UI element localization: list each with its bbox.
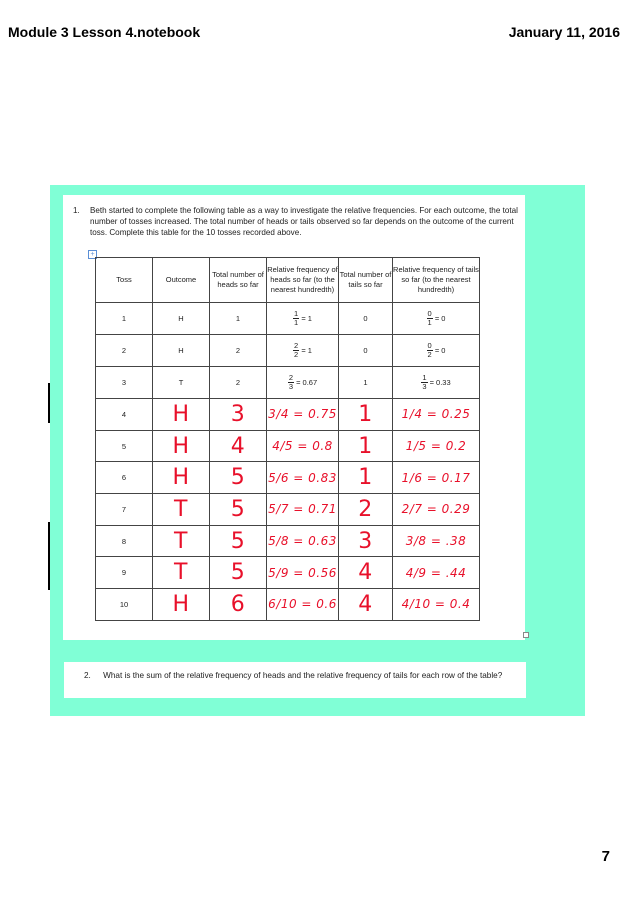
fraction-value: = 1 [301, 314, 312, 323]
table-row [96, 367, 480, 399]
cell-value: 4/10 = 0.4 [401, 597, 471, 612]
move-handle-icon[interactable]: + [88, 250, 97, 259]
table-cell [210, 430, 267, 462]
table-cell [393, 303, 480, 335]
table-cell [96, 367, 153, 399]
denominator: 2 [294, 350, 299, 359]
table-cell [153, 335, 210, 367]
table-cell [393, 557, 480, 589]
table-row [96, 557, 480, 589]
fraction-value: = 0.67 [296, 378, 318, 387]
table-cell [267, 589, 339, 621]
table-cell [96, 303, 153, 335]
header-cell: Relative frequency of heads so far (to the nearest hundredth) [267, 258, 339, 303]
header-cell: Total number of tails so far [339, 258, 393, 303]
table-cell [393, 399, 480, 431]
table-cell [339, 557, 393, 589]
table-cell [393, 335, 480, 367]
table-row [96, 525, 480, 557]
table-header-row [96, 258, 480, 303]
table-cell [153, 557, 210, 589]
cell-value: H [178, 314, 184, 323]
cell-value: 4 [230, 433, 246, 459]
cell-value: 6 [121, 473, 127, 483]
cell-value: 1 [363, 378, 368, 387]
cell-value: 1 [358, 401, 373, 427]
cell-value: H [172, 401, 190, 427]
table-cell [210, 494, 267, 526]
table-cell [339, 399, 393, 431]
cell-value: 4/9 = .44 [405, 565, 467, 580]
table-cell [339, 494, 393, 526]
table-row [96, 303, 480, 335]
cell-value: 9 [121, 568, 127, 578]
question1-sheet[interactable] [63, 195, 525, 640]
cell-value: T [174, 560, 188, 586]
cell-value: 3 [230, 401, 246, 427]
cell-value: 10 [119, 599, 129, 609]
table-row [96, 399, 480, 431]
table-cell [267, 303, 339, 335]
table-cell [339, 335, 393, 367]
cell-value: 7 [121, 504, 127, 514]
table-cell [153, 367, 210, 399]
table-cell [153, 430, 210, 462]
table-row [96, 589, 480, 621]
table-cell [153, 525, 210, 557]
fraction [421, 374, 427, 391]
table-cell [210, 399, 267, 431]
numerator: 0 [427, 309, 432, 318]
cell-value: 4 [358, 591, 373, 617]
notebook-title: Module 3 Lesson 4.notebook [8, 24, 201, 40]
cell-value: 4/5 = 0.8 [272, 439, 333, 454]
table-cell [96, 557, 153, 589]
cell-value: H [178, 346, 184, 355]
numerator: 2 [288, 373, 293, 382]
cell-value: 5 [230, 465, 246, 491]
cell-value: 2/7 = 0.29 [401, 502, 471, 517]
cell-value: 6/10 = 0.6 [268, 597, 337, 612]
table-row [96, 335, 480, 367]
table-cell [210, 303, 267, 335]
cell-value: 1 [358, 433, 373, 459]
table-cell [153, 462, 210, 494]
fraction [288, 374, 294, 391]
table-cell [339, 525, 393, 557]
cell-value: 5 [230, 560, 246, 586]
cell-value: 5/6 = 0.83 [268, 470, 337, 485]
cell-value: 1 [235, 314, 241, 323]
table-cell [96, 494, 153, 526]
fraction-value: = 0 [434, 346, 446, 355]
cell-value: 4 [121, 409, 127, 419]
fraction [293, 342, 299, 359]
cell-value: 4 [358, 560, 373, 586]
cell-value: 3/4 = 0.75 [268, 407, 337, 422]
cell-value: 1 [358, 465, 373, 491]
table-cell [339, 303, 393, 335]
table-cell [210, 335, 267, 367]
question2 [84, 671, 502, 680]
fraction [427, 342, 433, 359]
table-cell [393, 525, 480, 557]
table-cell [210, 462, 267, 494]
cell-value: 1/5 = 0.2 [405, 439, 467, 454]
table-cell [210, 557, 267, 589]
frequency-table [95, 257, 480, 621]
question1 [73, 205, 521, 239]
cell-value: 5 [121, 441, 127, 451]
page-number: 7 [601, 848, 610, 865]
table-cell [267, 525, 339, 557]
denominator: 3 [288, 382, 293, 391]
cell-value: 2 [121, 346, 127, 355]
header-cell: Total number of heads so far [210, 258, 267, 303]
table-cell [267, 557, 339, 589]
cell-value: 2 [235, 378, 241, 387]
table-cell [153, 303, 210, 335]
table-cell [393, 367, 480, 399]
table-cell [267, 462, 339, 494]
page-date: January 11, 2016 [508, 24, 620, 40]
table-row [96, 462, 480, 494]
cell-value: 5 [230, 528, 246, 554]
cell-value: T [174, 496, 188, 522]
table-cell [210, 525, 267, 557]
denominator: 1 [294, 318, 299, 327]
fraction [427, 310, 433, 327]
resize-handle-icon[interactable] [523, 632, 529, 638]
table-cell [393, 589, 480, 621]
cell-value: 6 [230, 591, 246, 617]
numerator: 0 [427, 341, 432, 350]
table-cell [96, 525, 153, 557]
table-cell [153, 399, 210, 431]
table-cell [339, 367, 393, 399]
denominator: 2 [427, 350, 432, 359]
fraction-value: = 1 [301, 346, 312, 355]
cell-value: 3 [358, 528, 373, 554]
question2-text: What is the sum of the relative frequency of heads and the relative frequency of tails for each row of the table? [103, 671, 503, 680]
denominator: 3 [422, 382, 427, 391]
cell-value: 8 [121, 536, 127, 546]
table-cell [339, 430, 393, 462]
cell-value: 2 [358, 496, 373, 522]
header-cell: Toss [96, 258, 153, 303]
numerator: 1 [422, 373, 427, 382]
fraction-value: = 0 [434, 314, 446, 323]
cell-value: 5/9 = 0.56 [268, 565, 337, 580]
table-cell [267, 399, 339, 431]
question1-text: Beth started to complete the following table as a way to investigate the relative frequencies. For each outcome, the total number of tosses increased. The total number of heads or tails observed so far depends on the outcome of the current toss. Complete this table for the 10 tosses recorded above. [90, 206, 518, 238]
cell-value: T [178, 378, 184, 387]
cell-value: 1 [121, 314, 127, 323]
table-cell [153, 589, 210, 621]
cell-value: 5 [230, 496, 246, 522]
table-cell [96, 335, 153, 367]
cell-value: 0 [363, 346, 368, 355]
table-cell [153, 494, 210, 526]
cell-value: 5/8 = 0.63 [268, 534, 337, 549]
table-cell [267, 335, 339, 367]
table-cell [96, 462, 153, 494]
table-cell [210, 367, 267, 399]
table-cell [96, 589, 153, 621]
cell-value: 2 [235, 346, 241, 355]
fraction [293, 310, 299, 327]
table-cell [393, 430, 480, 462]
numerator: 1 [294, 309, 299, 318]
cell-value: 3/8 = .38 [405, 534, 467, 549]
table-row [96, 430, 480, 462]
question2-sheet[interactable] [64, 662, 526, 698]
fraction-value: = 0.33 [429, 378, 451, 387]
table-cell [96, 399, 153, 431]
header-cell: Outcome [153, 258, 210, 303]
table-cell [210, 589, 267, 621]
table-cell [267, 430, 339, 462]
cell-value: 1/6 = 0.17 [401, 470, 471, 485]
table-cell [339, 462, 393, 494]
cell-value: T [174, 528, 188, 554]
header-cell: Relative frequency of tails so far (to the nearest hundredth) [393, 258, 480, 303]
numerator: 2 [294, 341, 299, 350]
table-cell [267, 367, 339, 399]
table-cell [393, 494, 480, 526]
question1-number: 1. [73, 206, 80, 215]
cell-value: 3 [121, 378, 127, 387]
cell-value: H [172, 433, 190, 459]
table-cell [393, 462, 480, 494]
table-cell [339, 589, 393, 621]
table-cell [96, 430, 153, 462]
table-cell [267, 494, 339, 526]
cell-value: H [172, 465, 190, 491]
denominator: 1 [427, 318, 432, 327]
table-row [96, 494, 480, 526]
cell-value: 1/4 = 0.25 [401, 407, 471, 422]
cell-value: 0 [363, 314, 368, 323]
cell-value: H [172, 591, 190, 617]
question2-number: 2. [84, 671, 91, 680]
cell-value: 5/7 = 0.71 [268, 502, 337, 517]
